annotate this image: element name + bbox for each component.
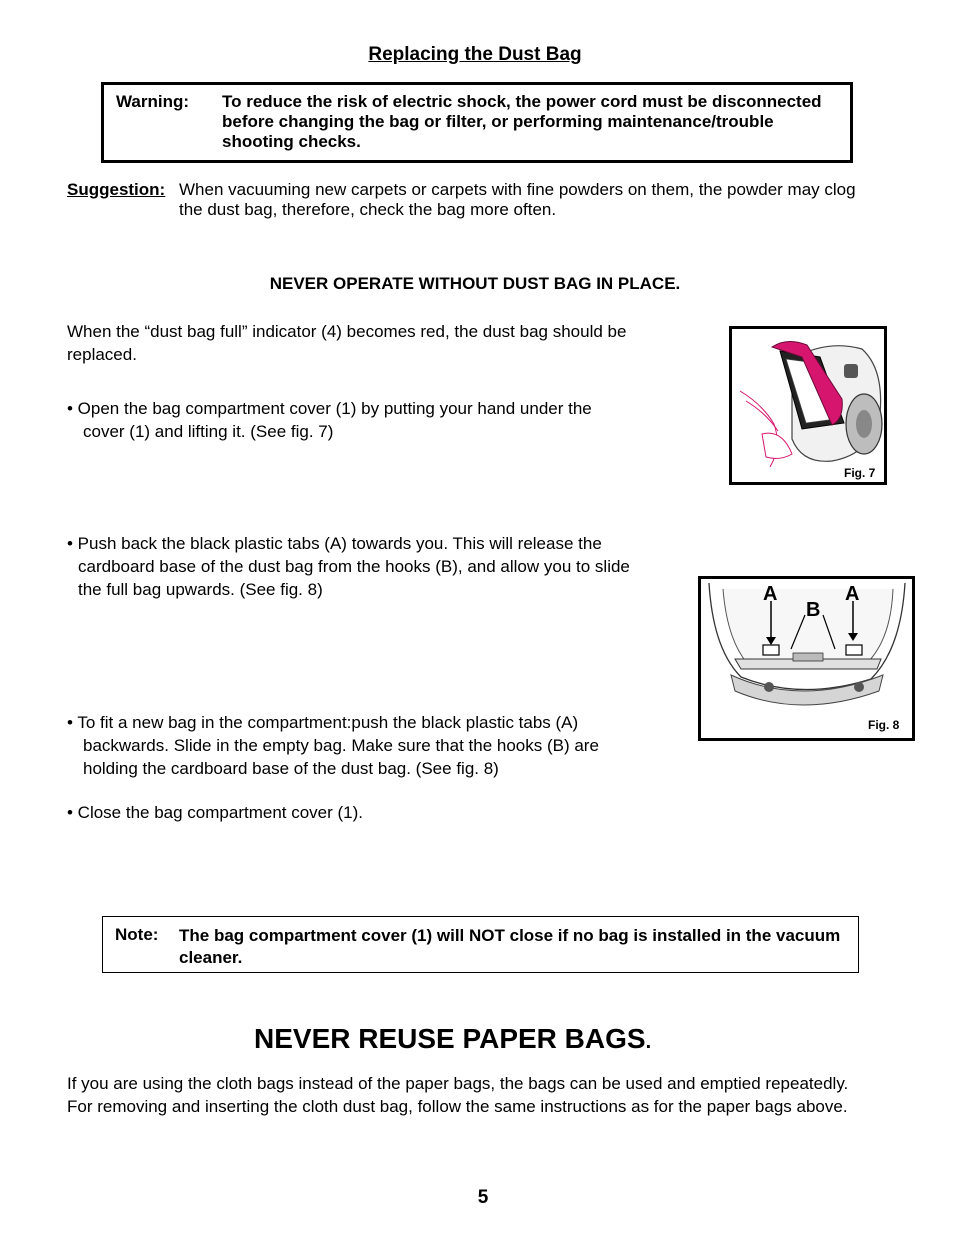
fig8-hook-b-label: B: [806, 599, 821, 621]
warning-text: To reduce the risk of electric shock, the power cord must be disconnected before changing the bag or filter, or performing maintenance/trouble shooting checks.: [222, 92, 822, 151]
step-open-cover: [67, 397, 707, 443]
note-label: Note:: [115, 925, 159, 944]
never-operate-heading: NEVER OPERATE WITHOUT DUST BAG IN PLACE.: [269, 274, 681, 293]
never-reuse-heading: [254, 1023, 651, 1055]
step-fit-line1: • To fit a new bag in the compartment:push the black plastic tabs (A): [67, 713, 579, 732]
never-reuse-text: NEVER REUSE PAPER BAGS: [254, 1023, 646, 1054]
page-title: Replacing the Dust Bag: [368, 44, 582, 65]
note-text: The bag compartment cover (1) will NOT close if no bag is installed in the vacuum cleaner.: [179, 926, 841, 967]
step-fit-bag: [67, 711, 707, 780]
step-push-line1: • Push back the black plastic tabs (A) towards you. This will release the: [67, 534, 602, 553]
suggestion-label: Suggestion:: [67, 180, 166, 199]
step-open-line1: • Open the bag compartment cover (1) by putting your hand under the: [67, 399, 592, 418]
step-push-tabs: [67, 532, 707, 601]
never-reuse-period: .: [645, 1031, 652, 1053]
step-fit-line2: backwards. Slide in the empty bag. Make sure that the hooks (B) are: [83, 736, 599, 755]
cloth-bags-paragraph: If you are using the cloth bags instead of the paper bags, the bags can be used and emptied repeatedly. For removing and inserting the cloth dust bag, follow the same instructions as for the paper bags above.: [67, 1074, 849, 1116]
fig8-tab-a-right-label: A: [845, 583, 860, 605]
indicator-paragraph: When the “dust bag full” indicator (4) becomes red, the dust bag should be replaced.: [67, 322, 627, 364]
suggestion-text: When vacuuming new carpets or carpets with fine powders on them, the powder may clog the dust bag, therefore, check the bag more often.: [179, 180, 856, 219]
step-fit-line3: holding the cardboard base of the dust bag. (See fig. 8): [83, 759, 499, 778]
vacuum-open-cover-illustration: [732, 329, 884, 482]
step-push-line2: cardboard base of the dust bag from the hooks (B), and allow you to slide: [78, 557, 630, 576]
figure-8-label: Fig. 8: [868, 718, 900, 732]
step-push-line3: the full bag upwards. (See fig. 8): [78, 580, 323, 599]
fig8-tab-a-left-label: A: [763, 583, 778, 605]
warning-label: Warning:: [116, 92, 190, 111]
page-number: 5: [477, 1187, 489, 1208]
step-open-line2: cover (1) and lifting it. (See fig. 7): [83, 422, 334, 441]
step-close-cover: • Close the bag compartment cover (1).: [67, 803, 364, 822]
figure-7: [729, 326, 887, 485]
figure-7-label: Fig. 7: [844, 466, 876, 480]
